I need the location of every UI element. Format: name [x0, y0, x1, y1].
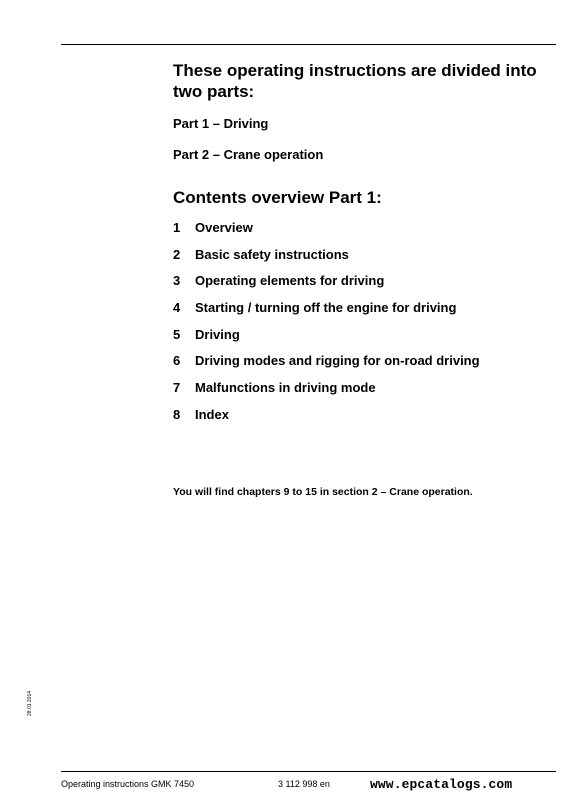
contents-item — [173, 247, 553, 274]
side-date-label: 28.01.2014 — [27, 690, 33, 716]
main-content — [173, 60, 553, 434]
contents-item — [173, 220, 553, 247]
chapter-number: 3 — [173, 273, 181, 289]
chapter-number: 1 — [173, 220, 181, 235]
intro-heading — [173, 60, 553, 102]
part-2-label: Part 2 – Crane operation — [173, 147, 324, 162]
contents-heading: Contents overview Part 1: — [173, 188, 382, 207]
chapter-title: Starting / turning off the engine for driving — [195, 300, 457, 316]
chapter-title: Basic safety instructions — [195, 246, 349, 262]
chapter-number: 5 — [173, 326, 181, 342]
chapter-number: 6 — [173, 353, 181, 369]
footer-rule — [61, 771, 556, 772]
contents-item — [173, 407, 553, 434]
footer-doc-number: 3 112 998 en — [278, 779, 330, 789]
contents-item — [173, 273, 553, 300]
chapter-number: 2 — [173, 246, 181, 262]
contents-list — [173, 220, 553, 434]
section-2-note: You will find chapters 9 to 15 in section 2 – Crane operation. — [173, 486, 473, 498]
chapter-title: Driving — [195, 326, 240, 342]
footer-watermark-link[interactable]: www.epcatalogs.com — [370, 777, 513, 792]
contents-item — [173, 327, 553, 354]
chapter-title: Operating elements for driving — [195, 273, 385, 289]
contents-item — [173, 353, 553, 380]
intro-heading-line-1: These operating instructions are divided into — [173, 61, 537, 80]
intro-heading-line-2: two parts: — [173, 82, 255, 101]
chapter-number: 7 — [173, 380, 181, 396]
part-1-label: Part 1 – Driving — [173, 116, 269, 131]
chapter-title: Overview — [195, 220, 253, 235]
chapter-title: Index — [195, 406, 229, 422]
contents-item — [173, 300, 553, 327]
footer-title: Operating instructions GMK 7450 — [61, 779, 195, 789]
header-rule — [61, 44, 556, 45]
chapter-number: 8 — [173, 406, 181, 422]
contents-item — [173, 380, 553, 407]
chapter-title: Driving modes and rigging for on-road driving — [195, 353, 480, 369]
chapter-title: Malfunctions in driving mode — [195, 380, 376, 396]
chapter-number: 4 — [173, 300, 181, 316]
parts-list — [173, 116, 553, 163]
